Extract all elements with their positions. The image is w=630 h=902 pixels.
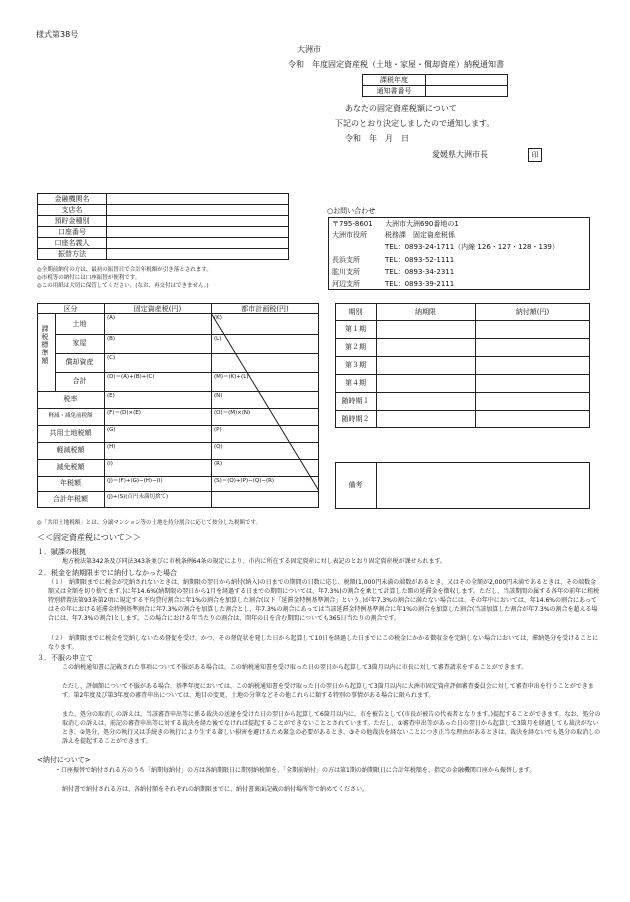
cell-code: (N) bbox=[214, 393, 223, 399]
section-body: （２） 納期限までに税金を完納しないため督促を受け、かつ、その督促状を発した日から起算して10日を経過した日までにこの税金にかかる徴収金を完納しない場合においては、滞納処分を受けることになります。 bbox=[48, 635, 599, 651]
branch-name: 肱川支所 bbox=[332, 268, 360, 276]
shared-land-note: ◎「共用土地税額」とは、分譲マンション等の土地を持分割合に応じて按分した税額です。 bbox=[37, 520, 262, 526]
period-label: 随時期１ bbox=[341, 397, 370, 405]
total-value: (J)+(S)(百円未満切捨て) bbox=[107, 494, 169, 500]
cell-code: (M)＝(K)+(L) bbox=[214, 374, 249, 380]
row-label: 減免税額 bbox=[56, 463, 85, 471]
period-label: 随時期２ bbox=[341, 415, 370, 423]
bank-row-label: 口座番号 bbox=[38, 227, 107, 238]
row-label: 土地 bbox=[72, 320, 87, 328]
contact-postal: 〒795-8601 bbox=[332, 220, 373, 228]
cell-code: (P) bbox=[214, 427, 222, 433]
form-number: 様式第38号 bbox=[36, 30, 79, 39]
intro-line1: あなたの固定資産税額について bbox=[345, 104, 457, 113]
period-label: 第２期 bbox=[345, 343, 366, 351]
bank-row-label: 支店名 bbox=[38, 205, 107, 216]
contact-address: 大洲市大洲690番地の1 bbox=[385, 220, 459, 228]
col-period: 期別 bbox=[348, 308, 363, 316]
row-label: 税率 bbox=[63, 395, 78, 403]
cell-code: (E) bbox=[107, 393, 115, 399]
col-amount: 納付額(円) bbox=[515, 308, 550, 316]
section-body: 地方税法第342条及び同法343条並びに市税条例64条の規定により、市内に所在する固定資産に対し表記のとおり固定資産税が課せられます。 bbox=[62, 558, 447, 565]
row-label: 年税額 bbox=[60, 479, 81, 487]
bank-row-label: 預貯金種別 bbox=[38, 216, 107, 227]
row-label: 軽減税額 bbox=[56, 446, 85, 454]
period-label: 第３期 bbox=[345, 361, 366, 369]
payment-body: ・口座振替で納付される方のうち「納期毎納付」の方は各納期限日に期別納税額を、「全期前納付」の方は第1期の納期限日に合計年税額を、指定の金融機関口座から振替します。 bbox=[55, 767, 536, 774]
cell-code: (Q) bbox=[214, 444, 223, 450]
city-name: 大洲市 bbox=[297, 45, 321, 54]
vertical-label: 課税標準額 bbox=[41, 325, 49, 365]
branch-name: 河辺支所 bbox=[332, 280, 360, 288]
cell-code: (F)＝(D)×(E) bbox=[107, 410, 141, 416]
bank-row-label: 振替方法 bbox=[38, 249, 107, 260]
branch-tel: TEL：0893-34-2311 bbox=[385, 268, 455, 276]
branch-tel: TEL：0893-52-1111 bbox=[385, 256, 455, 264]
payment-body: 納付書で納付される方は、各納付額をそれぞれの納期限までに、納付書裏面記載の納付場所等で納めてください。 bbox=[62, 786, 369, 793]
contact-dept: 税務課 固定資産税係 bbox=[385, 231, 455, 239]
cell-code: (B) bbox=[107, 336, 116, 342]
total-label: 合計年税額 bbox=[53, 495, 88, 503]
col-kotei: 固定資産税(円) bbox=[133, 305, 182, 313]
payment-title: <納付について> bbox=[37, 756, 91, 764]
notice-no-label: 通知書番号 bbox=[363, 86, 426, 97]
cell-code: (D)＝(A)+(B)+(C) bbox=[107, 374, 155, 380]
cell-code: (H) bbox=[107, 444, 116, 450]
bank-note: ◎この用紙は大切に保管してください。(なお、再交付はできません。) bbox=[37, 283, 209, 289]
cell-code: (R) bbox=[214, 461, 223, 467]
cell-code: (K) bbox=[214, 315, 222, 321]
row-label: 共用土地税額 bbox=[49, 429, 92, 437]
section-title: ２．税金を納期限までに納付しなかった場合 bbox=[37, 569, 177, 577]
col-toshi: 都市計画税(円) bbox=[241, 305, 289, 313]
section-body: （１） 納期限までに税金が完納されないときは、納期限の翌日から納付(納入)の日までの期間の日数に応じ、税額(1,000円未満の端数があるとき、又はその全額が2,000円未満であるときは、その端数金額又は全額を切り捨てます。)に年14.6%(納期限の翌日から1月を経過する日までの期間については、年7.3%)の割合を乗じて計算した額の延滞金を徴収します。ただし、当該期間の属する各年の前年に租税特別措置法第93条第2項に規定する平均貸付割合に年1%の割合を加算した割合(以下「延滞金特例基準割合」という。)が年7.3%の割合に満たない場合には、その年中においては、年14.6%の割合にあってはその年における延滞金特例基準割合に年7.3%の割合を加算した割合とし、年7.3%の割合にあっては当該延滞金特例基準割合に年1%の割合を加算した割合(当該加算した割合が年7.3%の割合を超える場合には、年7.3%の割合)とします。この場合における年当たりの割合は、閏年の日を含む期間についても365日当たりの割合です。 bbox=[48, 579, 600, 622]
contact-office: 大洲市役所 bbox=[332, 231, 367, 239]
col-deadline: 納期限 bbox=[415, 308, 436, 316]
section-title: ３．不服の申立て bbox=[37, 654, 93, 662]
notice-date: 令和 年 月 日 bbox=[345, 134, 409, 143]
row-label: 軽減・減免前税額 bbox=[48, 413, 93, 419]
contact-tel-main: TEL：0893-24-1711（内線 126・127・128・139） bbox=[385, 243, 559, 251]
cell-code: (G) bbox=[107, 427, 116, 433]
bank-row-label: 口座名義人 bbox=[38, 238, 107, 249]
contact-title: ○お問い合わせ bbox=[327, 207, 376, 215]
cell-code: (L) bbox=[214, 336, 222, 342]
tax-year-table bbox=[362, 74, 508, 97]
cell-code: (O)＝(M)×(N) bbox=[214, 410, 251, 416]
diagonal-strike bbox=[211, 313, 319, 491]
tax-year-value bbox=[426, 75, 508, 86]
intro-line2: 下記のとおり決定しましたので通知します。 bbox=[335, 119, 495, 128]
tax-year-label: 課税年度 bbox=[363, 75, 426, 86]
bank-row-label: 金融機関名 bbox=[38, 194, 107, 205]
cell-code: (J)＝(F)+(G)−(H)−(I) bbox=[107, 478, 163, 484]
notice-title: 令和 年度固定資産税（土地・家屋・償却資産）納税通知書 bbox=[288, 60, 504, 69]
about-heading: ＜＜固定資産税について＞＞ bbox=[37, 533, 141, 542]
seal-stamp: 印 bbox=[528, 148, 542, 162]
remarks-label: 備考 bbox=[348, 481, 363, 489]
period-label: 第１期 bbox=[345, 325, 366, 333]
section-body: この納税通知書に記載された事項について不服がある場合は、この納税通知書を受け取った日の翌日から起算して3箇月以内に市長に対して審査請求をすることができます。 bbox=[62, 664, 528, 671]
section-body: また、処分の取消しの訴えは、当該審査申出等に係る裁決の送達を受けた日の翌日から起算して6箇月以内に、市を被告として(市長が被告の代表者となります。)提起することができます。なお、処分の取消しの訴えは、前記の審査申出等に対する裁決を経た後でなければ提起することができないこととされています。ただし、①審査申出等があった日の翌日から起算して3箇月を経過しても裁決がないとき、②処分、処分の執行又は手続きの執行により生ずる著しい損害を避けるため緊急の必要があるとき、③その他裁決を経ないことにつき正当な理由があるときは、裁決を経ないでも処分の取消しの訴えを提起することができます。 bbox=[62, 711, 601, 745]
col-kubun: 区分 bbox=[63, 305, 78, 313]
bank-note: ◎市税等の納付には口座振替が便利です。 bbox=[37, 275, 141, 281]
branch-tel: TEL：0893-39-2111 bbox=[385, 280, 455, 288]
cell-code: (C) bbox=[107, 355, 116, 361]
row-label: 償却資産 bbox=[65, 358, 94, 366]
mayor-name: 愛媛県大洲市長 bbox=[432, 150, 488, 159]
cell-code: (I) bbox=[107, 461, 113, 467]
cell-code: (S)＝(O)+(P)−(Q)−(R) bbox=[214, 478, 275, 484]
row-label: 合計 bbox=[72, 377, 87, 385]
bank-note: ◎全期前納付の方は、最初の振替日で合計年税額が引き落とされます。 bbox=[37, 267, 212, 273]
notice-no-value bbox=[426, 86, 508, 97]
bank-account-table bbox=[37, 193, 289, 260]
branch-name: 長浜支所 bbox=[332, 256, 360, 264]
period-label: 第４期 bbox=[345, 379, 366, 387]
section-body: ただし、評価額について不服がある場合、基準年度においては、この納税通知書を受け取った日の翌日から起算して3箇月以内に大洲市固定資産評価審査委員会に対して審査申出を行うことができます。第2年度及び第3年度の審査申出については、地目の変更、土地の分筆などその他これらに類する特別の事情がある場合に限られます。 bbox=[62, 683, 594, 699]
section-title: １．賦課の根拠 bbox=[37, 548, 86, 556]
cell-code: (A) bbox=[107, 315, 116, 321]
row-label: 家屋 bbox=[72, 339, 87, 347]
